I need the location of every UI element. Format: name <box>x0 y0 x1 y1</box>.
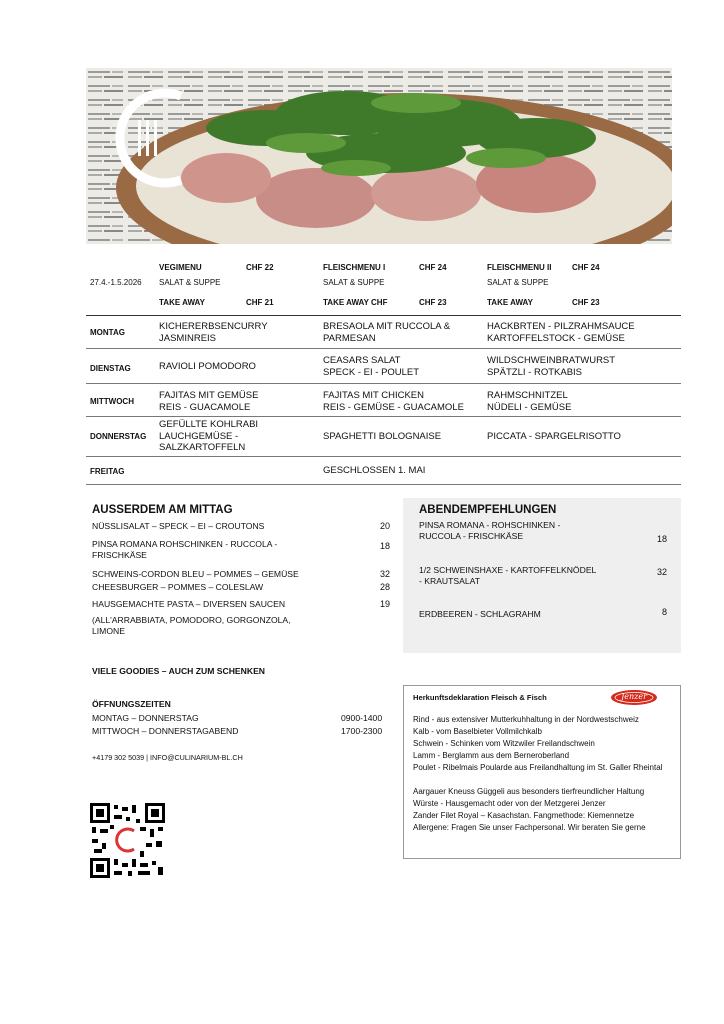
dish-cell: PICCATA - SPARGELRISOTTO <box>487 431 621 442</box>
dish-cell: WILDSCHWEINBRATWURST SPÄTZLI - ROTKABIS <box>487 355 616 378</box>
closed-note: GESCHLOSSEN 1. MAI <box>323 465 426 476</box>
table-divider <box>86 348 681 349</box>
menu-item-price: 28 <box>379 582 390 592</box>
origin-line: Aargauer Kneuss Güggeli aus besonders tierfreundlicher Haltung <box>413 787 645 796</box>
origin-declaration-box <box>403 685 681 859</box>
menu-2-takeaway: TAKE AWAY CHF <box>323 298 388 307</box>
origin-line: Schwein - Schinken vom Witzwiler Freilandschwein <box>413 739 595 748</box>
menu-item: NÜSSLISALAT – SPECK – EI – CROUTONS <box>92 521 265 531</box>
dish-cell: RAHMSCHNITZEL NÜDELI - GEMÜSE <box>487 390 572 413</box>
dish-cell: BRESAOLA MIT RUCCOLA & PARMESAN <box>323 321 451 344</box>
menu-item-price: 32 <box>656 567 667 577</box>
menu-2-takeaway-price: CHF 23 <box>419 298 447 307</box>
day-label: DIENSTAG <box>90 364 131 373</box>
menu-item-price: 20 <box>379 521 390 531</box>
menu-2-price: CHF 24 <box>419 263 447 272</box>
menu-3-takeaway: TAKE AWAY <box>487 298 533 307</box>
evening-panel <box>403 498 681 653</box>
menu-1-price: CHF 22 <box>246 263 274 272</box>
menu-item: PINSA ROMANA - ROHSCHINKEN - RUCCOLA - FRISCHKÄSE <box>419 520 561 541</box>
table-divider <box>86 416 681 417</box>
week-dates: 27.4.-1.5.2026 <box>90 278 142 287</box>
menu-1-takeaway: TAKE AWAY <box>159 298 205 307</box>
hours-label: MITTWOCH – DONNERSTAGABEND <box>92 726 239 736</box>
ausserdem-title: AUSSERDEM AM MITTAG <box>92 504 233 516</box>
jenzer-logo-icon <box>610 689 658 706</box>
menu-1-sides: SALAT & SUPPE <box>159 278 221 287</box>
day-label: FREITAG <box>90 467 125 476</box>
origin-title: Herkunftsdeklaration Fleisch & Fisch <box>413 693 547 702</box>
abend-title: ABENDEMPFEHLUNGEN <box>419 504 557 516</box>
menu-3-takeaway-price: CHF 23 <box>572 298 600 307</box>
menu-item: SCHWEINS-CORDON BLEU – POMMES – GEMÜSE <box>92 569 299 579</box>
origin-line: Rind - aus extensiver Mutterkuhhaltung in der Nordwestschweiz <box>413 715 639 724</box>
menu-item-price: 32 <box>379 569 390 579</box>
menu-item: HAUSGEMACHTE PASTA – DIVERSEN SAUCEN <box>92 599 286 609</box>
hours-time: 1700-2300 <box>341 726 383 736</box>
dish-cell: CEASARS SALAT SPECK - EI - POULET <box>323 355 420 378</box>
hero-image <box>86 68 672 244</box>
menu-3-price: CHF 24 <box>572 263 600 272</box>
jenzer-logo-text: Jenzer <box>621 692 647 701</box>
menu-3-sides: SALAT & SUPPE <box>487 278 549 287</box>
origin-line: Poulet - Ribelmais Poularde aus Freilandhaltung im St. Galler Rheintal <box>413 763 663 772</box>
origin-line: Allergene: Fragen Sie unser Fachpersonal. Wir beraten Sie gerne <box>413 823 646 832</box>
menu-item-price: 8 <box>661 607 667 617</box>
qr-code-icon[interactable] <box>90 803 165 878</box>
table-divider <box>86 456 681 457</box>
menu-item-note: (ALL'ARRABBIATA, POMODORO, GORGONZOLA, LIMONE <box>92 615 291 636</box>
menu-item: 1/2 SCHWEINSHAXE - KARTOFFELKNÖDEL - KRAUTSALAT <box>419 565 597 586</box>
menu-item-price: 18 <box>379 541 390 551</box>
dish-cell: HACKBRTEN - PILZRAHMSAUCE KARTOFFELSTOCK - GEMÜSE <box>487 321 635 344</box>
origin-line: Zander Filet Royal – Kasachstan. Fangmethode: Kiemennetze <box>413 811 635 820</box>
dish-cell: RAVIOLI POMODORO <box>159 361 256 372</box>
origin-line: Kalb - vom Baselbieter Vollmilchkalb <box>413 727 542 736</box>
contact-info: +4179 302 5039 | INFO@CULINARIUM-BL.CH <box>92 753 243 762</box>
table-divider <box>86 484 681 485</box>
day-label: MONTAG <box>90 328 125 337</box>
menu-item-price: 19 <box>379 599 390 609</box>
day-label: DONNERSTAG <box>90 432 147 441</box>
menu-item: CHEESBURGER – POMMES – COLESLAW <box>92 582 264 592</box>
day-label: MITTWOCH <box>90 397 134 406</box>
menu-item-price: 18 <box>656 534 667 544</box>
menu-2-sides: SALAT & SUPPE <box>323 278 385 287</box>
origin-line: Lamm - Berglamm aus dem Berneroberland <box>413 751 570 760</box>
dish-cell: GEFÜLLTE KOHLRABI LAUCHGEMÜSE - SALZKARTOFFELN <box>159 419 259 453</box>
menu-1-takeaway-price: CHF 21 <box>246 298 274 307</box>
menu-1-name: VEGIMENU <box>159 263 202 272</box>
menu-2-name: FLEISCHMENU I <box>323 263 386 272</box>
menu-item: ERDBEEREN - SCHLAGRAHM <box>419 609 541 619</box>
goodies-note: VIELE GOODIES – AUCH ZUM SCHENKEN <box>92 666 266 676</box>
hours-time: 0900-1400 <box>341 713 383 723</box>
dish-cell: FAJITAS MIT GEMÜSE REIS - GUACAMOLE <box>159 390 259 413</box>
hours-label: MONTAG – DONNERSTAG <box>92 713 199 723</box>
dish-cell: FAJITAS MIT CHICKEN REIS - GEMÜSE - GUACAMOLE <box>323 390 464 413</box>
table-divider <box>86 383 681 384</box>
menu-3-name: FLEISCHMENU II <box>487 263 552 272</box>
table-divider <box>86 315 681 316</box>
menu-item: PINSA ROMANA ROHSCHINKEN - RUCCOLA - FRISCHKÄSE <box>92 539 278 560</box>
dish-cell: SPAGHETTI BOLOGNAISE <box>323 431 442 442</box>
dish-cell: KICHERERBSENCURRY JASMINREIS <box>159 321 268 344</box>
hours-title: ÖFFNUNGSZEITEN <box>92 699 171 709</box>
origin-line: Würste - Hausgemacht oder von der Metzgerei Jenzer <box>413 799 606 808</box>
